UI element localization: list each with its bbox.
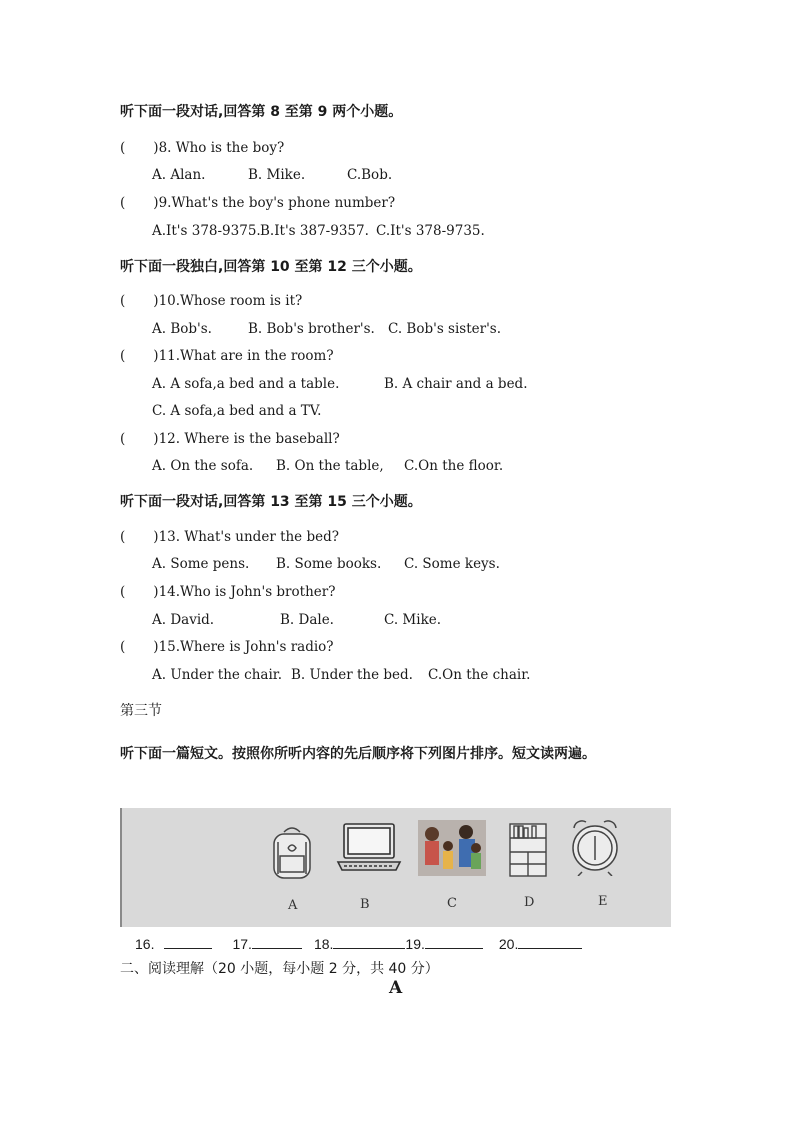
bookshelf-icon [506, 820, 550, 880]
question-10: ( )10.Whose room is it? [120, 293, 303, 309]
option-11a: A. A sofa,a bed and a table. [152, 376, 340, 392]
blank-19-input[interactable] [425, 934, 483, 949]
question-12: ( )12. Where is the baseball? [120, 431, 340, 447]
picture-label-b: B [360, 897, 370, 912]
option-9b: B.It's 387-9357. [260, 223, 369, 239]
blank-18-label: 18. [313, 936, 334, 952]
option-10b: B. Bob's brother's. [248, 321, 375, 337]
option-13b: B. Some books. [276, 556, 382, 572]
part-instruction: 听下面一篇短文。按照你所听内容的先后顺序将下列图片排序。短文读两遍。 [120, 746, 596, 762]
blank-20-input[interactable] [518, 934, 582, 949]
blank-20-label: 20. [498, 936, 519, 952]
alarm-clock-icon [568, 816, 622, 876]
option-14a: A. David. [152, 612, 215, 628]
blank-19-label: 19. [405, 936, 425, 952]
question-9: ( )9.What's the boy's phone number? [120, 195, 396, 211]
option-9c: C.It's 378-9735. [376, 223, 485, 239]
picture-label-d: D [524, 895, 535, 910]
blank-16-label: 16. [135, 936, 155, 952]
answer-bracket[interactable]: ( ) [120, 348, 159, 364]
option-11b: B. A chair and a bed. [384, 376, 528, 392]
backpack-icon [268, 824, 316, 882]
family-photo [418, 820, 486, 876]
option-8c: C.Bob. [347, 167, 393, 183]
picture-label-e: E [598, 894, 608, 909]
question-15: ( )15.Where is John's radio? [120, 639, 334, 655]
laptop-icon [334, 822, 404, 874]
blank-16-input[interactable] [164, 934, 212, 949]
blank-17-input[interactable] [252, 934, 302, 949]
blank-18-input[interactable] [333, 934, 405, 949]
option-10a: A. Bob's. [152, 321, 212, 337]
option-12a: A. On the sofa. [152, 458, 254, 474]
question-8: ( )8. Who is the boy? [120, 140, 285, 156]
blank-17-label: 17. [232, 936, 252, 952]
option-13c: C. Some keys. [404, 556, 500, 572]
answer-bracket[interactable]: ( ) [120, 639, 159, 655]
option-10c: C. Bob's sister's. [388, 321, 502, 337]
option-11c: C. A sofa,a bed and a TV. [152, 403, 322, 419]
question-13: ( )13. What's under the bed? [120, 529, 339, 545]
picture-label-a: A [288, 898, 298, 913]
option-9a: A.It's 378-9375. [152, 223, 261, 239]
answer-bracket[interactable]: ( ) [120, 293, 159, 309]
section-heading-13-15: 听下面一段对话,回答第 13 至第 15 三个小题。 [120, 494, 422, 510]
question-11: ( )11.What are in the room? [120, 348, 334, 364]
option-15b: B. Under the bed. [291, 667, 413, 683]
option-12b: B. On the table, [276, 458, 384, 474]
answer-blanks-row [135, 934, 582, 952]
answer-bracket[interactable]: ( ) [120, 584, 159, 600]
option-14b: B. Dale. [280, 612, 334, 628]
passage-label: A [389, 978, 403, 998]
option-8a: A. Alan. [152, 167, 206, 183]
option-13a: A. Some pens. [152, 556, 250, 572]
section-heading-8-9: 听下面一段对话,回答第 8 至第 9 两个小题。 [120, 104, 403, 120]
option-14c: C. Mike. [384, 612, 442, 628]
reading-heading: 二、阅读理解（20 小题，每小题 2 分，共 40 分） [120, 961, 439, 977]
question-14: ( )14.Who is John's brother? [120, 584, 336, 600]
part-title: 第三节 [120, 703, 162, 719]
answer-bracket[interactable]: ( ) [120, 431, 159, 447]
picture-label-c: C [447, 896, 457, 911]
option-8b: B. Mike. [248, 167, 306, 183]
option-12c: C.On the floor. [404, 458, 504, 474]
option-15c: C.On the chair. [428, 667, 531, 683]
answer-bracket[interactable]: ( ) [120, 195, 159, 211]
picture-strip [120, 808, 671, 927]
answer-bracket[interactable]: ( ) [120, 140, 159, 156]
option-15a: A. Under the chair. [152, 667, 283, 683]
section-heading-10-12: 听下面一段独白,回答第 10 至第 12 三个小题。 [120, 259, 422, 275]
answer-bracket[interactable]: ( ) [120, 529, 159, 545]
